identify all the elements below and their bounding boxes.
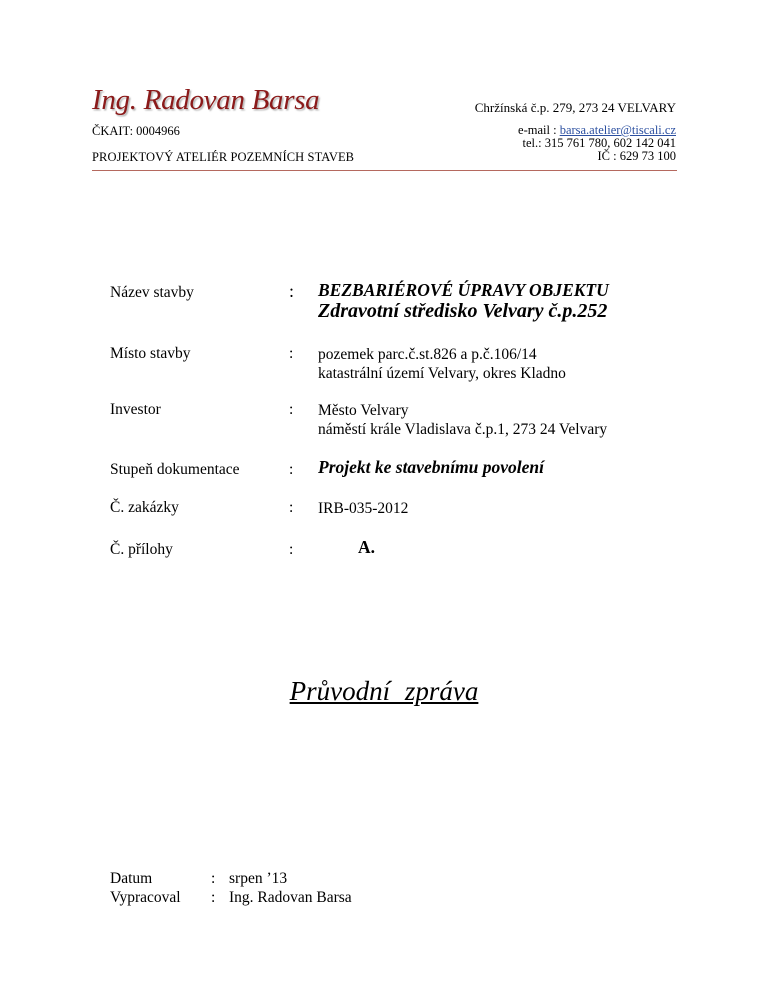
project-name-line1: BEZBARIÉROVÉ ÚPRAVY OBJEKTU [318, 280, 609, 300]
location-line1: pozemek parc.č.st.826 a p.č.106/14 [318, 346, 537, 363]
project-name-label: Název stavby [110, 284, 194, 301]
doc-stage-value: Projekt ke stavebnímu povolení [318, 457, 545, 477]
company-logo-name: Ing. Radovan Barsa [92, 84, 320, 116]
ckait-number: ČKAIT: 0004966 [92, 124, 180, 138]
project-name-value [318, 281, 609, 321]
location-colon: : [289, 345, 294, 362]
header-divider [92, 170, 677, 171]
company-address: Chržínská č.p. 279, 273 24 VELVARY [474, 100, 676, 115]
investor-label: Investor [110, 401, 161, 418]
order-number-value: IRB-035-2012 [318, 500, 409, 517]
doc-stage-colon: : [289, 461, 294, 478]
location-line2: katastrální území Velvary, okres Kladno [318, 365, 566, 382]
attachment-value: A. [358, 537, 376, 557]
phone-numbers: tel.: 315 761 780, 602 142 041 [522, 136, 676, 150]
location-value [318, 345, 566, 383]
project-name-colon: : [289, 281, 295, 301]
date-colon: : [211, 870, 216, 887]
order-number-label: Č. zakázky [110, 499, 179, 516]
attachment-label: Č. přílohy [110, 541, 173, 558]
investor-line1: Město Velvary [318, 402, 409, 419]
investor-value [318, 401, 607, 439]
date-value: srpen ’13 [229, 870, 288, 887]
email-label: e-mail : [518, 123, 560, 137]
email-link[interactable]: barsa.atelier@tiscali.cz [559, 123, 676, 137]
project-name-line2: Zdravotní středisko Velvary č.p.252 [318, 300, 608, 322]
investor-colon: : [289, 401, 294, 418]
investor-line2: náměstí krále Vladislava č.p.1, 273 24 Velvary [318, 421, 608, 438]
date-label: Datum [110, 870, 153, 887]
location-label: Místo stavby [110, 345, 191, 362]
report-title: Průvodní zpráva [289, 676, 479, 706]
author-label: Vypracoval [110, 889, 181, 906]
author-value: Ing. Radovan Barsa [229, 889, 352, 906]
author-colon: : [211, 889, 216, 906]
atelier-name: PROJEKTOVÝ ATELIÉR POZEMNÍCH STAVEB [92, 150, 355, 164]
attachment-colon: : [289, 541, 294, 558]
doc-stage-label: Stupeň dokumentace [110, 461, 240, 478]
company-id: IČ : 629 73 100 [597, 149, 676, 163]
order-number-colon: : [289, 499, 294, 516]
